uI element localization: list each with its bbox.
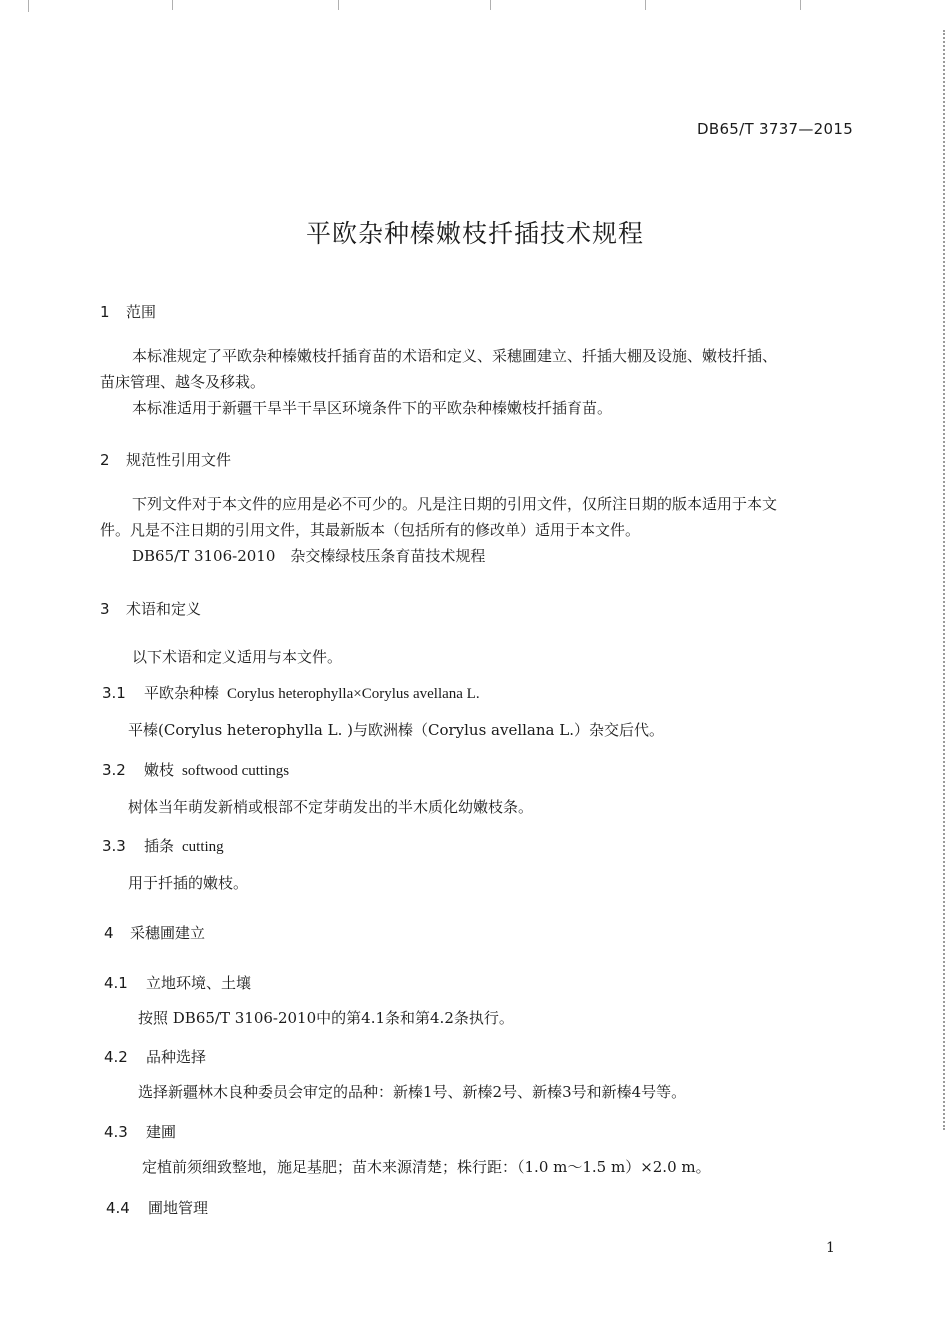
- scan-tick: [645, 0, 646, 10]
- section-title: 规范性引用文件: [126, 451, 232, 469]
- term-name: 平欧杂种榛: [144, 684, 220, 702]
- scan-tick: [28, 0, 29, 12]
- section-title: 范围: [126, 303, 157, 321]
- term-definition: 树体当年萌发新梢或根部不定芽萌发出的半木质化幼嫩枝条。: [128, 798, 534, 816]
- term-definition: 平榛(Corylus heterophylla L. )与欧洲榛（Corylus avellana L.）杂交后代。: [128, 721, 664, 739]
- term-definition: 用于扦插的嫩枝。: [128, 874, 249, 892]
- document-code: DB65/T 3737—2015: [697, 120, 854, 138]
- page-title: 平欧杂种榛嫩枝扦插技术规程: [305, 219, 644, 248]
- scan-tick: [490, 0, 491, 10]
- term-3-2-heading: [102, 759, 289, 780]
- clause-4-1-heading: [104, 972, 251, 993]
- clause-title: 立地环境、土壤: [146, 974, 252, 992]
- section-number: 4: [104, 924, 114, 942]
- term-name: 插条: [144, 837, 175, 855]
- section-3-heading: [100, 598, 201, 619]
- clause-number: 4.4: [106, 1199, 130, 1217]
- term-number: 3.1: [102, 684, 126, 702]
- clause-title: 品种选择: [146, 1048, 207, 1066]
- term-number: 3.3: [102, 837, 126, 855]
- paragraph: 本标准规定了平欧杂种榛嫩枝扦插育苗的术语和定义、采穗圃建立、扦插大棚及设施、嫩枝扦插、: [132, 347, 778, 365]
- clause-number: 4.3: [104, 1123, 128, 1141]
- paragraph: 以下术语和定义适用与本文件。: [132, 648, 343, 666]
- clause-text: 定植前须细致整地，施足基肥；苗木来源清楚；株行距：（1.0 m～1.5 m）×2.0 m。: [142, 1158, 711, 1176]
- normative-reference: DB65/T 3106-2010 杂交榛绿枝压条育苗技术规程: [132, 547, 486, 565]
- clause-number: 4.2: [104, 1048, 128, 1066]
- section-title: 术语和定义: [126, 600, 202, 618]
- term-english: cutting: [182, 839, 224, 855]
- section-number: 3: [100, 600, 110, 618]
- term-number: 3.2: [102, 761, 126, 779]
- scan-tick: [172, 0, 173, 10]
- paragraph: 苗床管理、越冬及移栽。: [100, 373, 266, 391]
- page-number: 1: [826, 1240, 835, 1256]
- section-4-heading: [104, 922, 205, 943]
- term-3-3-heading: [102, 835, 224, 856]
- clause-text: 选择新疆林木良种委员会审定的品种：新榛1号、新榛2号、新榛3号和新榛4号等。: [138, 1083, 687, 1101]
- paragraph: 件。凡是不注日期的引用文件，其最新版本（包括所有的修改单）适用于本文件。: [100, 521, 641, 539]
- section-2-heading: [100, 449, 231, 470]
- scan-tick: [800, 0, 801, 10]
- section-number: 1: [100, 303, 110, 321]
- section-number: 2: [100, 451, 110, 469]
- paragraph: 下列文件对于本文件的应用是必不可少的。凡是注日期的引用文件，仅所注日期的版本适用于本文: [132, 495, 778, 513]
- clause-4-2-heading: [104, 1046, 206, 1067]
- term-3-1-heading: [102, 682, 480, 703]
- section-title: 采穗圃建立: [130, 924, 206, 942]
- clause-text: 按照 DB65/T 3106-2010中的第4.1条和第4.2条执行。: [138, 1009, 514, 1027]
- paragraph: 本标准适用于新疆干旱半干旱区环境条件下的平欧杂种榛嫩枝扦插育苗。: [132, 399, 613, 417]
- clause-number: 4.1: [104, 974, 128, 992]
- clause-4-4-heading: [106, 1197, 208, 1218]
- scan-tick: [338, 0, 339, 10]
- clause-title: 建圃: [146, 1123, 177, 1141]
- term-english: Corylus heterophylla×Corylus avellana L.: [227, 686, 480, 702]
- term-name: 嫩枝: [144, 761, 175, 779]
- term-english: softwood cuttings: [182, 763, 290, 779]
- scan-edge-artifact: [943, 30, 945, 1130]
- clause-title: 圃地管理: [148, 1199, 209, 1217]
- clause-4-3-heading: [104, 1121, 176, 1142]
- section-1-heading: [100, 301, 156, 322]
